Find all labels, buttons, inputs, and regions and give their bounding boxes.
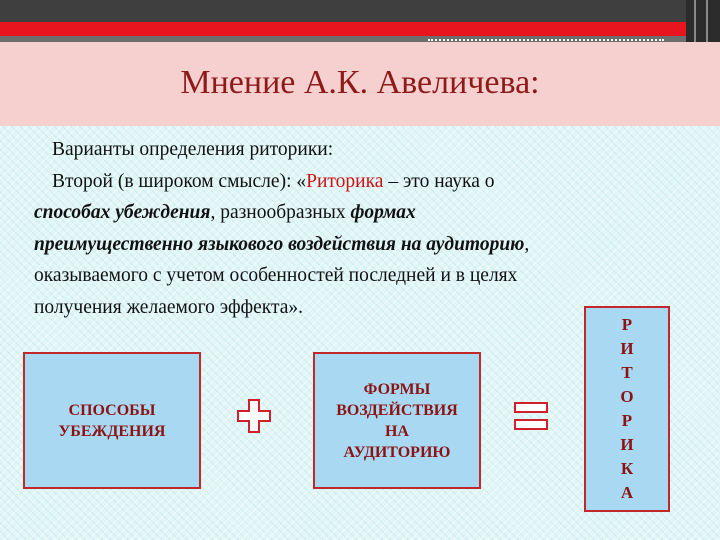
corner-ornament	[686, 0, 720, 42]
text-line-1: Варианты определения риторики:	[52, 139, 334, 160]
plus-icon	[237, 399, 271, 433]
text-line-4	[34, 229, 674, 261]
box1-line: СПОСОБЫ	[68, 401, 156, 419]
rhetoric-box	[584, 306, 670, 512]
rhetoric-term: Риторика	[306, 170, 384, 192]
rhetoric-letter: Р	[621, 315, 633, 334]
rhetoric-letter: И	[620, 435, 634, 454]
rhetoric-letter: Р	[621, 411, 633, 430]
rhetoric-letter: А	[620, 483, 634, 502]
influence-term: преимущественно языкового воздействия на аудиторию	[34, 233, 525, 255]
text-line-3	[34, 197, 674, 229]
body-text	[34, 134, 674, 323]
rhetoric-letter: И	[620, 339, 634, 358]
box2-line: АУДИТОРИЮ	[343, 443, 451, 461]
persuasion-methods-term: способах убеждения	[34, 202, 211, 223]
red-accent-bar	[0, 22, 686, 36]
box2-line: ФОРМЫ	[363, 380, 431, 398]
persuasion-methods-box	[23, 352, 201, 489]
rhetoric-letter: О	[620, 387, 634, 406]
slide-title: Мнение А.К. Авеличева:	[180, 64, 540, 101]
line2-start: Второй (в широком смысле): «	[52, 170, 307, 192]
line2-end: – это наука о	[383, 170, 495, 192]
box2-line: ВОЗДЕЙСТВИЯ	[336, 401, 458, 419]
text-line-5: оказываемого с учетом особенностей последней и в целях	[34, 265, 518, 286]
text-line-6: получения желаемого эффекта».	[34, 296, 304, 318]
rhetoric-letter: К	[620, 459, 634, 478]
dotted-line	[428, 39, 664, 41]
equals-icon	[513, 401, 549, 431]
influence-forms-box	[313, 352, 481, 489]
box1-line: УБЕЖДЕНИЯ	[58, 422, 166, 440]
top-dark-bar	[0, 0, 720, 22]
line3-mid: , разнообразных	[210, 202, 351, 223]
line4-end: ,	[524, 233, 530, 255]
text-line-2	[34, 166, 674, 198]
box2-line: НА	[384, 422, 409, 440]
rhetoric-letter: Т	[621, 363, 633, 382]
forms-term: формах	[350, 202, 416, 223]
